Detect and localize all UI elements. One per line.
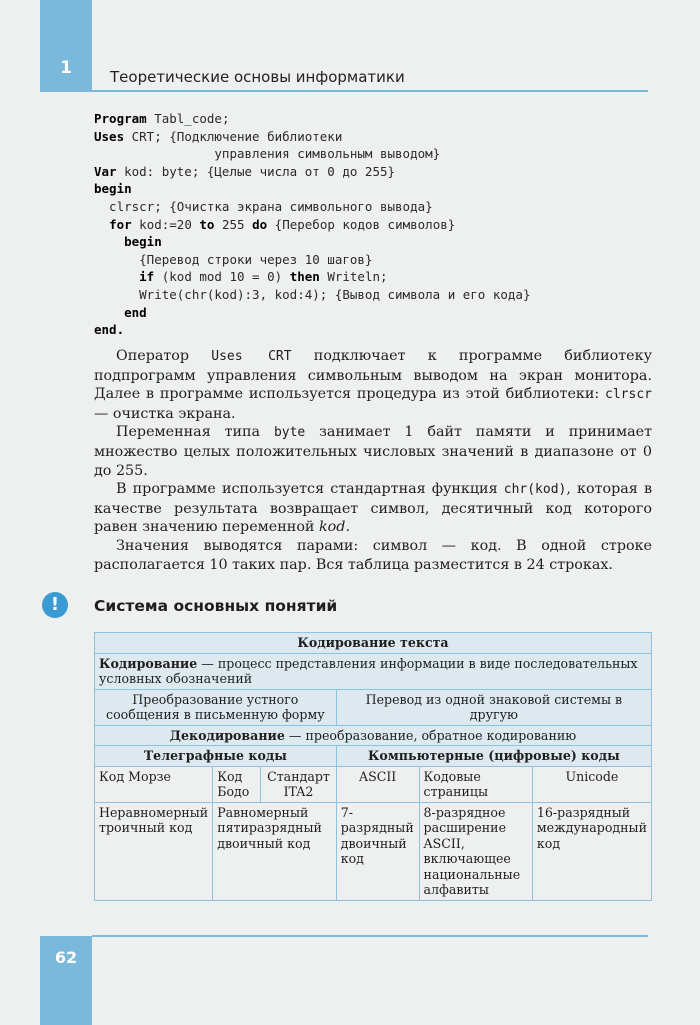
- code-line-5: begin: [94, 181, 132, 197]
- pascal-code-listing: [94, 110, 654, 339]
- exclamation-icon: !: [42, 592, 68, 618]
- footer-divider: [92, 935, 648, 937]
- code-line-10: if (kod mod 10 = 0) then Writeln;: [139, 269, 388, 285]
- transform-oral-to-written: Преобразование устного сообщения в письменную форму: [95, 689, 337, 725]
- transform-sign-systems: Перевод из одной знаковой системы в другую: [336, 689, 651, 725]
- col-unicode: Unicode: [532, 766, 651, 802]
- desc-ascii: 7-разрядный двоичный код: [336, 802, 419, 900]
- desc-morse: Неравномерный троичный код: [95, 802, 213, 900]
- col-ascii: ASCII: [336, 766, 419, 802]
- paragraph-chr: В программе используется стандартная функция chr(kod), которая в качестве результата возвращает символ, десятичный код которого равен значению переменной kod.: [94, 481, 652, 536]
- code-line-13: end.: [94, 322, 125, 338]
- code-line-2: Uses CRT; {Подключение библиотеки: [94, 128, 343, 144]
- desc-baudot-ita2: Равномерный пятиразрядный двоичный код: [213, 802, 337, 900]
- body-text: [94, 347, 652, 574]
- page-header-title: Теоретические основы информатики: [110, 68, 405, 86]
- chapter-number: 1: [60, 58, 72, 78]
- code-line-12: end: [124, 304, 147, 320]
- col-baudot: Код Бодо: [213, 766, 261, 802]
- code-line-7: for kod:=20 to 255 do {Перебор кодов символов}: [109, 216, 456, 232]
- paragraph-uses-crt: Оператор Uses CRT подключает к программе библиотеку подпрограмм управления символьным выводом на экран монитора. Далее в программе используется процедура из этой библиотеки: clrscr — очистка экрана.: [94, 348, 652, 422]
- header-divider: [92, 90, 648, 92]
- col-codepages: Кодовые страницы: [419, 766, 532, 802]
- coding-definition: Кодирование — процесс представления информации в виде последовательных условных обозначений: [95, 653, 652, 689]
- code-line-9: {Перевод строки через 10 шагов}: [94, 251, 373, 267]
- code-line-1: Program Tabl_code;: [94, 111, 230, 126]
- group-telegraph-codes: Телеграфные коды: [95, 746, 337, 767]
- desc-unicode: 16-разрядный международный код: [532, 802, 651, 900]
- group-computer-codes: Компьютерные (цифровые) коды: [336, 746, 651, 767]
- code-line-3: управления символьным выводом}: [94, 146, 441, 162]
- page-number: 62: [54, 948, 78, 967]
- section-title: Система основных понятий: [94, 597, 338, 615]
- col-ita2: Стандарт ITA2: [261, 766, 336, 802]
- code-line-4: Var kod: byte; {Целые числа от 0 до 255}: [94, 163, 396, 179]
- paragraph-byte: Переменная типа byte занимает 1 байт памяти и принимает множество целых положительных числовых значений в диапазоне от 0 до 255.: [94, 424, 652, 479]
- desc-codepages: 8-разрядное расширение ASCII, включающее национальные алфавиты: [419, 802, 532, 900]
- code-line-11: Write(chr(kod):3, kod:4); {Вывод символа и его кода}: [94, 286, 531, 302]
- col-morse: Код Морзе: [95, 766, 213, 802]
- code-line-6: clrscr; {Очистка экрана символьного вывода}: [94, 198, 433, 214]
- concept-table: [94, 632, 652, 901]
- paragraph-output: Значения выводятся парами: символ — код. В одной строке располагается 10 таких пар. Вся таблица разместится в 24 строках.: [94, 537, 652, 573]
- table-header: Кодирование текста: [95, 633, 652, 654]
- chapter-side-band: [40, 0, 92, 92]
- decoding-definition: Декодирование — преобразование, обратное кодированию: [95, 725, 652, 746]
- code-line-8: begin: [124, 234, 162, 250]
